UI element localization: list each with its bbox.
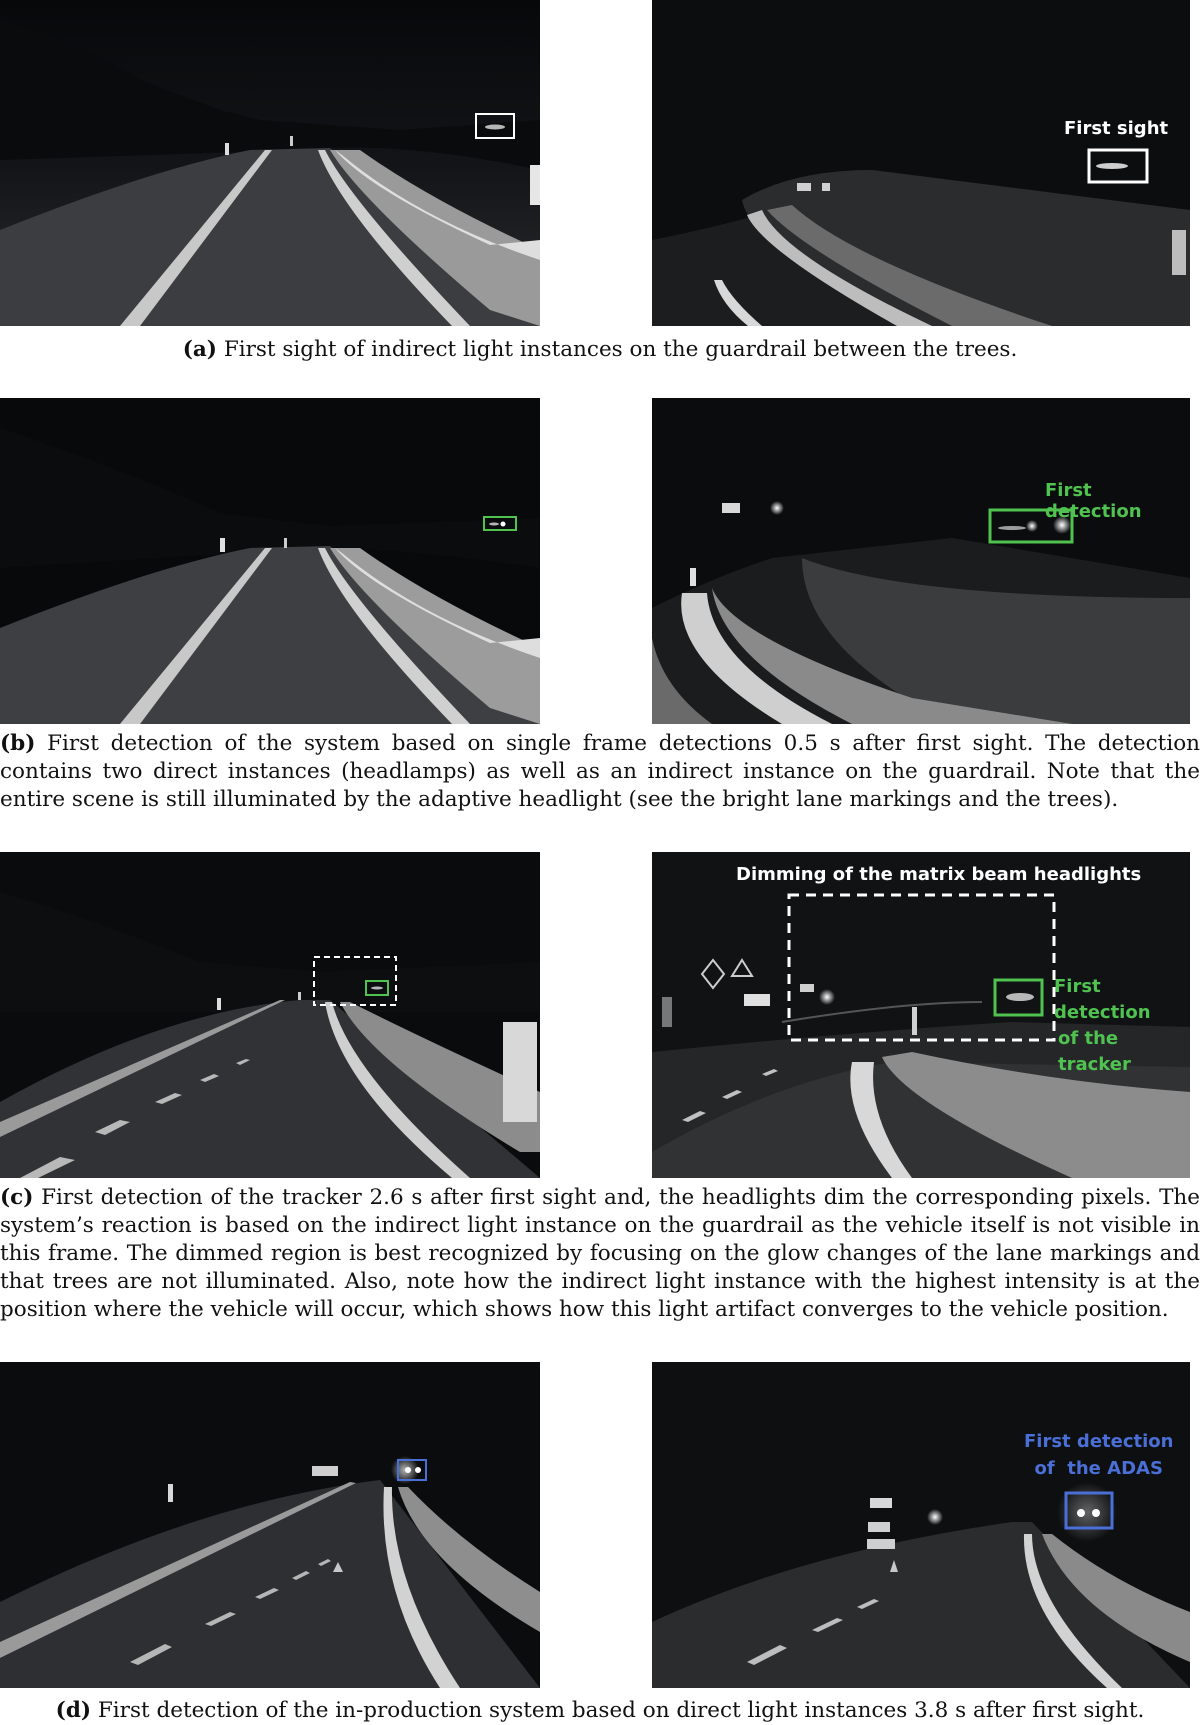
adas-detection-annotation: First detection of the ADAS [1024,1431,1174,1479]
first-detection-annotation: First detection [1045,480,1142,522]
photo-a-left [0,0,540,326]
dimming-annotation: Dimming of the matrix beam headlights [736,864,1142,885]
caption-a: (a) First sight of indirect light instances on the guardrail between the trees. [182,337,1018,362]
photo-d-left [0,1362,540,1688]
first-sight-annotation: First sight [1064,118,1169,139]
caption-c: (c) First detection of the tracker 2.6 s after first sight and, the headlights dim the corresponding pixels. The system’s reaction is based on the indirect light instance on the guardrail as the vehicle itself is not visible in this frame. The dimmed region is best recognized by focusing on the glow changes of the lane markings and that trees are not illuminated. Also, note how the indirect light instance with the highest intensity is at the position where the vehicle will occur, which shows how this light artifact converges to the vehicle position. [0,1185,1200,1322]
photo-b-left [0,398,540,724]
caption-d: (d) First detection of the in-production system based on direct light instances 3.8 s after first sight. [55,1698,1145,1723]
caption-b: (b) First detection of the system based on single frame detections 0.5 s after first sight. The detection contains two direct instances (headlamps) as well as an indirect instance on the guardrail. Note that the entire scene is still illuminated by the adaptive headlight (see the bright lane markings and the trees). [0,731,1200,812]
photo-c-right [652,852,1190,1178]
tracker-detection-annotation: First detection of the tracker [1054,976,1151,1075]
photo-d-right [652,1362,1190,1688]
photo-b-right [652,398,1190,724]
photo-a-right [652,0,1190,326]
photo-c-left [0,852,540,1178]
